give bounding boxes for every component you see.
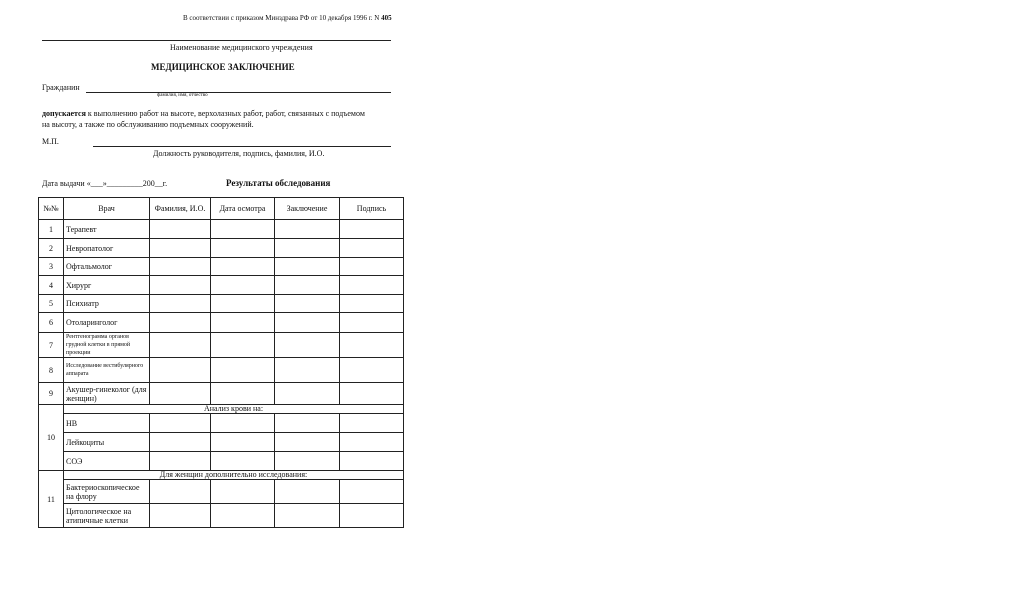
cell-exam-date[interactable] — [211, 295, 275, 313]
order-reference-text: В соответствии с приказом Минздрава РФ от 10 декабря 1996 г. N — [183, 14, 382, 22]
results-title: Результаты обследования — [226, 178, 331, 188]
cell-conclusion[interactable] — [275, 383, 340, 405]
cell-full-name[interactable] — [150, 258, 211, 276]
cell-conclusion[interactable] — [275, 358, 340, 383]
cell-signature[interactable] — [340, 480, 404, 504]
cell-signature[interactable] — [340, 276, 404, 295]
blood-test-item: НВ — [64, 414, 150, 433]
cell-exam-date[interactable] — [211, 258, 275, 276]
row-doctor: Невропатолог — [64, 239, 150, 258]
cell-conclusion[interactable] — [275, 258, 340, 276]
admission-line-1: к выполнению работ на высоте, верхолазных работ, работ, связанных с подъемом — [85, 109, 365, 118]
row-number: 9 — [39, 383, 64, 405]
cell-signature[interactable] — [340, 313, 404, 333]
row-doctor: Психиатр — [64, 295, 150, 313]
cell-exam-date[interactable] — [211, 333, 275, 358]
table-row — [39, 358, 404, 383]
cell-full-name[interactable] — [150, 276, 211, 295]
table-row — [39, 480, 404, 504]
row-number: 7 — [39, 333, 64, 358]
table-row — [39, 504, 404, 528]
blood-test-item: СОЭ — [64, 452, 150, 471]
cell-exam-date[interactable] — [211, 414, 275, 433]
table-row — [39, 258, 404, 276]
row-doctor: Исследование вестибулярного аппарата — [64, 358, 150, 383]
cell-conclusion[interactable] — [275, 295, 340, 313]
row-number: 1 — [39, 220, 64, 239]
cell-signature[interactable] — [340, 333, 404, 358]
cell-full-name[interactable] — [150, 414, 211, 433]
cell-exam-date[interactable] — [211, 433, 275, 452]
cell-conclusion[interactable] — [275, 452, 340, 471]
table-row — [39, 220, 404, 239]
table-row — [39, 433, 404, 452]
header-exam-date: Дата осмотра — [211, 198, 275, 220]
cell-exam-date[interactable] — [211, 480, 275, 504]
table-row — [39, 313, 404, 333]
table-row — [39, 239, 404, 258]
cell-signature[interactable] — [340, 433, 404, 452]
order-number: 405 — [381, 14, 392, 22]
cell-exam-date[interactable] — [211, 313, 275, 333]
row-number: 5 — [39, 295, 64, 313]
cell-exam-date[interactable] — [211, 358, 275, 383]
cell-conclusion[interactable] — [275, 239, 340, 258]
cell-conclusion[interactable] — [275, 333, 340, 358]
cell-signature[interactable] — [340, 295, 404, 313]
cell-signature[interactable] — [340, 414, 404, 433]
row-number: 10 — [39, 405, 64, 471]
table-header-row — [39, 198, 404, 220]
cell-signature[interactable] — [340, 383, 404, 405]
cell-full-name[interactable] — [150, 333, 211, 358]
cell-exam-date[interactable] — [211, 239, 275, 258]
table-row — [39, 276, 404, 295]
cell-exam-date[interactable] — [211, 504, 275, 528]
cell-conclusion[interactable] — [275, 480, 340, 504]
blood-test-item: Лейкоциты — [64, 433, 150, 452]
table-row — [39, 452, 404, 471]
row-doctor: Офтальмолог — [64, 258, 150, 276]
header-signature: Подпись — [340, 198, 404, 220]
institution-line — [42, 40, 391, 41]
women-section-row — [39, 471, 404, 480]
header-full-name: Фамилия, И.О. — [150, 198, 211, 220]
row-doctor: Акушер-гинеколог (для женщин) — [64, 383, 150, 405]
document-title: МЕДИЦИНСКОЕ ЗАКЛЮЧЕНИЕ — [151, 62, 295, 72]
cell-full-name[interactable] — [150, 295, 211, 313]
cell-exam-date[interactable] — [211, 220, 275, 239]
signature-label: Должность руководителя, подпись, фамилия, И.О. — [153, 149, 325, 158]
table-row — [39, 383, 404, 405]
blood-section-title: Анализ крови на: — [64, 405, 404, 414]
table-row — [39, 333, 404, 358]
cell-full-name[interactable] — [150, 313, 211, 333]
table-row — [39, 295, 404, 313]
row-doctor: Хирург — [64, 276, 150, 295]
row-number: 4 — [39, 276, 64, 295]
row-doctor: Отоларинголог — [64, 313, 150, 333]
citizen-name-line[interactable] — [86, 92, 391, 93]
admission-line-2: на высоту, а также по обслуживанию подъемных сооружений. — [42, 120, 254, 129]
row-number: 2 — [39, 239, 64, 258]
cell-conclusion[interactable] — [275, 220, 340, 239]
row-number: 8 — [39, 358, 64, 383]
table-row — [39, 414, 404, 433]
stamp-label: М.П. — [42, 137, 59, 146]
signature-line[interactable] — [93, 146, 391, 147]
cell-exam-date[interactable] — [211, 276, 275, 295]
cell-full-name[interactable] — [150, 358, 211, 383]
women-test-item: Бактериоскопическое на флору — [64, 480, 150, 504]
cell-full-name[interactable] — [150, 220, 211, 239]
cell-full-name[interactable] — [150, 239, 211, 258]
row-number: 3 — [39, 258, 64, 276]
admission-text — [42, 108, 365, 130]
cell-signature[interactable] — [340, 239, 404, 258]
admission-bold: допускается — [42, 109, 86, 118]
row-number: 6 — [39, 313, 64, 333]
row-doctor: Терапевт — [64, 220, 150, 239]
header-number: №№ — [39, 198, 64, 220]
cell-conclusion[interactable] — [275, 504, 340, 528]
citizen-name-hint: фамилия, имя, отчество — [157, 93, 208, 98]
cell-exam-date[interactable] — [211, 383, 275, 405]
cell-conclusion[interactable] — [275, 276, 340, 295]
cell-full-name[interactable] — [150, 383, 211, 405]
cell-conclusion[interactable] — [275, 433, 340, 452]
cell-full-name[interactable] — [150, 504, 211, 528]
women-test-item: Цитологическое на атипичные клетки — [64, 504, 150, 528]
cell-signature[interactable] — [340, 504, 404, 528]
women-section-title: Для женщин дополнительно исследования: — [64, 471, 404, 480]
blood-section-row — [39, 405, 404, 414]
row-doctor: Рентгенограмма органов грудной клетки в прямой проекции — [64, 333, 150, 358]
header-doctor: Врач — [64, 198, 150, 220]
order-reference — [183, 14, 392, 22]
cell-exam-date[interactable] — [211, 452, 275, 471]
cell-signature[interactable] — [340, 358, 404, 383]
cell-full-name[interactable] — [150, 480, 211, 504]
header-conclusion: Заключение — [275, 198, 340, 220]
cell-signature[interactable] — [340, 452, 404, 471]
cell-full-name[interactable] — [150, 452, 211, 471]
citizen-label: Гражданин — [42, 83, 80, 92]
cell-conclusion[interactable] — [275, 414, 340, 433]
results-table — [38, 197, 404, 528]
cell-signature[interactable] — [340, 220, 404, 239]
row-number: 11 — [39, 471, 64, 528]
cell-signature[interactable] — [340, 258, 404, 276]
cell-full-name[interactable] — [150, 433, 211, 452]
institution-label: Наименование медицинского учреждения — [170, 43, 313, 52]
issue-date: Дата выдачи «___»_________200__г. — [42, 179, 168, 188]
cell-conclusion[interactable] — [275, 313, 340, 333]
